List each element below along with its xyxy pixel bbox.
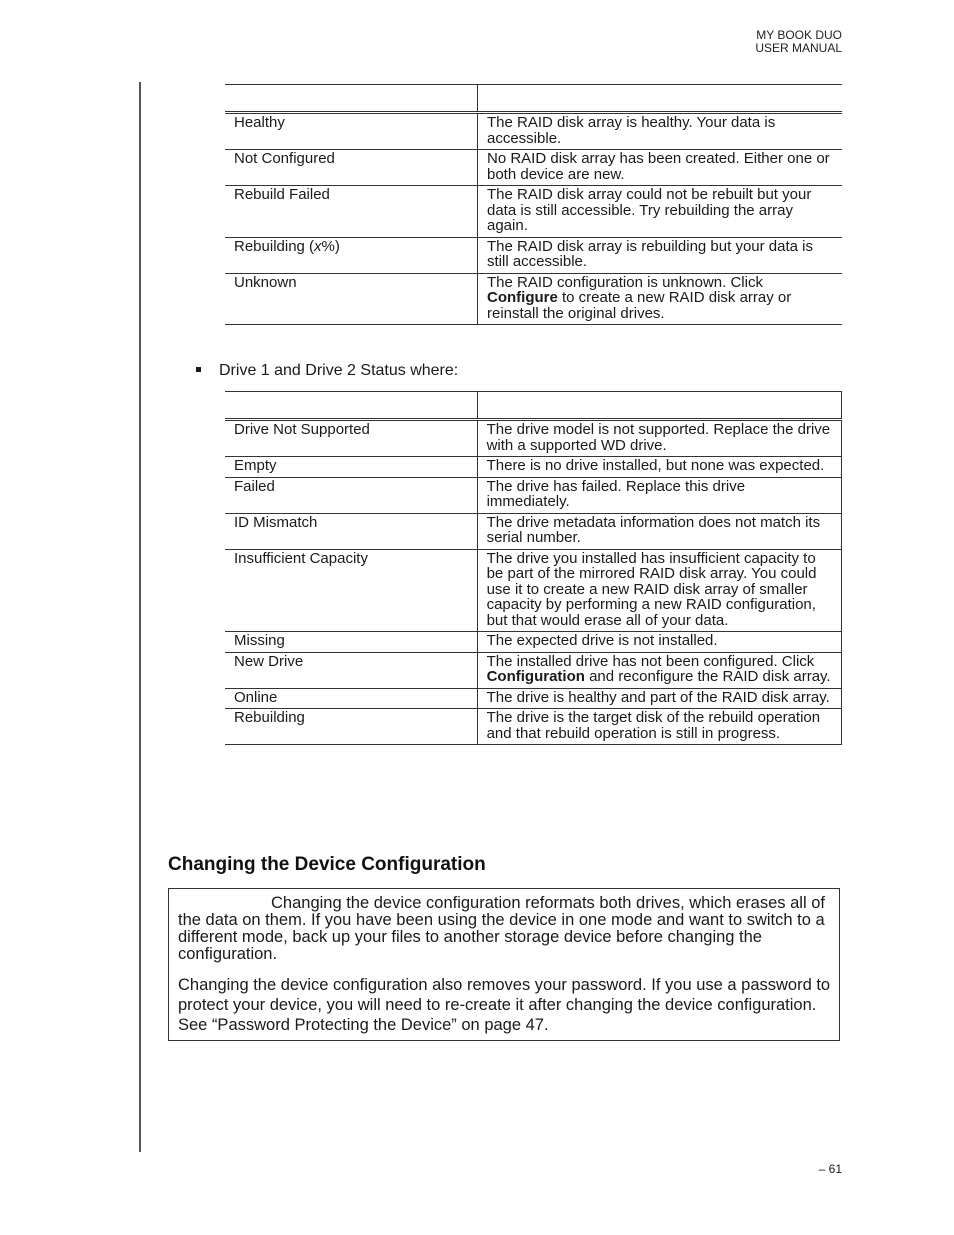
table-header-cell-status <box>225 392 477 420</box>
drive-status-table <box>225 391 842 745</box>
table-row <box>225 150 842 186</box>
table-header-cell-status <box>225 85 478 113</box>
description-cell <box>478 273 843 325</box>
status-variable: x <box>314 237 322 255</box>
page-number: – 61 <box>818 1162 842 1176</box>
important-note-box <box>168 888 840 1041</box>
table-row <box>225 113 842 150</box>
bullet-text: Drive 1 and Drive 2 Status where: <box>219 362 459 379</box>
status-cell: Insufficient Capacity <box>225 549 477 632</box>
description-text: and reconfigure the RAID disk array. <box>584 668 831 685</box>
ui-term: Configure <box>487 289 558 306</box>
status-cell: Missing <box>225 632 477 653</box>
description-cell: The drive is healthy and part of the RAID disk array. <box>477 688 841 709</box>
status-cell: Not Configured <box>225 150 478 186</box>
status-cell: Rebuild Failed <box>225 186 478 238</box>
status-cell: Failed <box>225 477 477 513</box>
raid-status-table <box>225 84 842 325</box>
description-text: to create a new RAID disk array or reinstall the original drives. <box>487 289 792 322</box>
table-row <box>225 513 842 549</box>
table-header-row <box>225 392 842 420</box>
header-doc-type: USER MANUAL <box>755 41 842 55</box>
status-cell <box>225 237 478 273</box>
description-cell: The RAID disk array is rebuilding but your data is still accessible. <box>478 237 843 273</box>
description-cell: No RAID disk array has been created. Either one or both device are new. <box>478 150 843 186</box>
status-cell: ID Mismatch <box>225 513 477 549</box>
ui-term: Configuration <box>486 668 585 685</box>
status-text: %) <box>321 237 340 255</box>
status-cell: Rebuilding <box>225 709 477 745</box>
table-row <box>225 457 842 478</box>
section-heading: Changing the Device Configuration <box>168 854 486 875</box>
note-paragraph: Changing the device configuration reformats both drives, which erases all of the data on them. If you have been using the device in one mode and want to switch to a different mode, back up your files to another storage device before changing the configuration. <box>178 894 825 963</box>
status-cell: Online <box>225 688 477 709</box>
table-row <box>225 477 842 513</box>
status-cell: Drive Not Supported <box>225 420 477 457</box>
description-cell: The drive you installed has insufficient capacity to be part of the mirrored RAID disk array. You could use it to create a new RAID disk array of smaller capacity by performing a new RAID configuration, but that would erase all of your data. <box>477 549 841 632</box>
bullet-item <box>196 362 458 380</box>
table-header-cell-description <box>477 392 841 420</box>
description-text: The RAID configuration is unknown. Click <box>487 273 763 291</box>
bullet-square-icon <box>196 367 201 372</box>
description-cell: The RAID disk array is healthy. Your data is accessible. <box>478 113 843 150</box>
description-cell: The RAID disk array could not be rebuilt but your data is still accessible. Try rebuilding the array again. <box>478 186 843 238</box>
note-paragraph: Changing the device configuration also removes your password. If you use a password to protect your device, you will need to re-create it after changing the device configuration. See “Password Protecting the Device” on page 47. <box>178 976 831 1034</box>
description-cell: The drive model is not supported. Replace the drive with a supported WD drive. <box>477 420 841 457</box>
description-cell: There is no drive installed, but none was expected. <box>477 457 841 478</box>
description-cell: The drive is the target disk of the rebuild operation and that rebuild operation is still in progress. <box>477 709 841 745</box>
header-product-name: MY BOOK DUO <box>756 28 842 42</box>
running-header <box>755 29 842 55</box>
table-row <box>225 420 842 457</box>
status-cell: Empty <box>225 457 477 478</box>
description-cell: The drive has failed. Replace this drive immediately. <box>477 477 841 513</box>
status-cell: New Drive <box>225 652 477 688</box>
description-text: The installed drive has not been configured. Click <box>486 652 815 670</box>
table-row <box>225 709 842 745</box>
description-cell: The expected drive is not installed. <box>477 632 841 653</box>
status-cell: Healthy <box>225 113 478 150</box>
description-cell <box>477 652 841 688</box>
margin-rule <box>139 82 141 1152</box>
status-cell: Unknown <box>225 273 478 325</box>
table-row <box>225 273 842 325</box>
description-cell: The drive metadata information does not match its serial number. <box>477 513 841 549</box>
table-row <box>225 632 842 653</box>
table-header-cell-description <box>478 85 843 113</box>
table-row <box>225 186 842 238</box>
table-row <box>225 652 842 688</box>
table-row <box>225 549 842 632</box>
status-text: Rebuilding ( <box>234 237 315 255</box>
table-row <box>225 688 842 709</box>
table-header-row <box>225 85 842 113</box>
table-row <box>225 237 842 273</box>
